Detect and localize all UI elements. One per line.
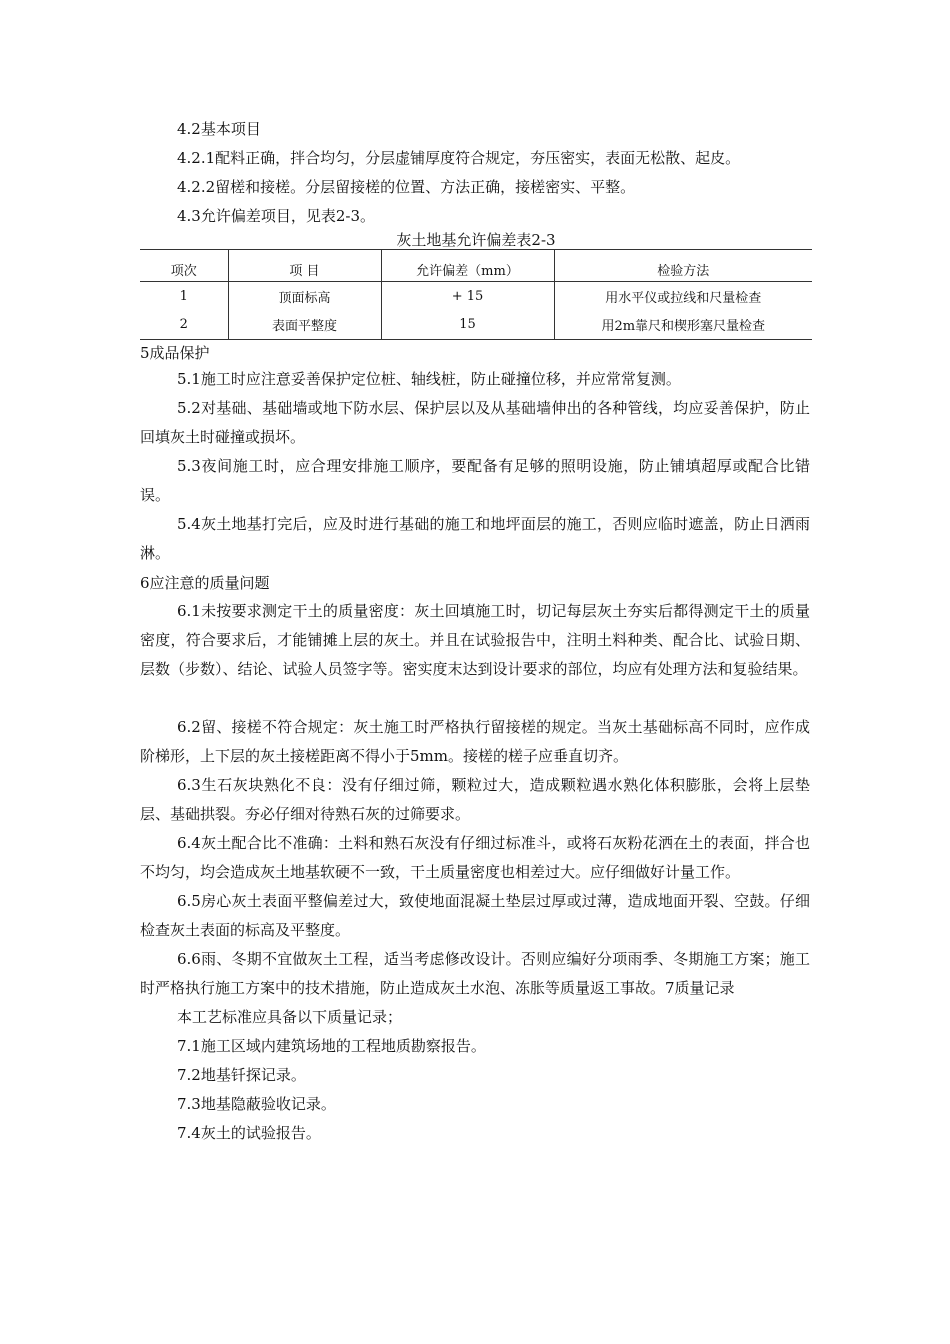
table-cell: 用水平仪或拉线和尺量检查 xyxy=(605,290,762,306)
table-cell: 表面平整度 xyxy=(228,311,381,340)
section-7-intro: 本工艺标准应具备以下质量记录； xyxy=(177,1008,403,1026)
deviation-table xyxy=(140,249,812,340)
paragraph-7-3: 7.3地基隐蔽验收记录。 xyxy=(177,1095,336,1113)
paragraph-5-3: 5.3夜间施工时，应合理安排施工顺序，要配备有足够的照明设施，防止铺填超厚或配合比错误。 xyxy=(140,457,810,504)
table-cell: + 15 xyxy=(381,282,554,311)
paragraph-7-1: 7.1施工区域内建筑场地的工程地质勘察报告。 xyxy=(177,1037,486,1055)
table-row xyxy=(140,282,812,311)
table-header-cell: 项 目 xyxy=(228,250,381,282)
section-5-heading: 5成品保护 xyxy=(140,344,210,362)
table-header-cell: 项次 xyxy=(140,250,228,282)
paragraph-6-1: 6.1未按要求测定干土的质量密度：灰土回填施工时，切记每层灰土夯实后都得测定干土的质量密度，符合要求后，才能铺摊上层的灰土。并且在试验报告中，注明土料种类、配合比、试验日期、层数（步数）、结论、试验人员签字等。密实度末达到设计要求的部位，均应有处理方法和复验结果。 xyxy=(140,602,810,678)
paragraph-4-3: 4.3允许偏差项目，见表2-3。 xyxy=(177,207,376,225)
paragraph-6-6: 6.6雨、冬期不宜做灰土工程，适当考虑修改设计。否则应编好分项雨季、冬期施工方案；施工时严格执行施工方案中的技术措施，防止造成灰土水泡、冻胀等质量返工事故。7质量记录 xyxy=(140,950,810,997)
table-header-cell: 检验方法 xyxy=(554,250,812,282)
paragraph-5-2: 5.2对基础、基础墙或地下防水层、保护层以及从基础墙伸出的各种管线，均应妥善保护，防止回填灰土时碰撞或损坏。 xyxy=(140,399,810,446)
paragraph-6-5: 6.5房心灰土表面平整偏差过大，致使地面混凝土垫层过厚或过薄，造成地面开裂、空鼓。仔细检查灰土表面的标高及平整度。 xyxy=(140,892,810,939)
paragraph-5-1: 5.1施工时应注意妥善保护定位桩、轴线桩，防止碰撞位移，并应常常复测。 xyxy=(177,370,681,388)
paragraph-6-2: 6.2留、接槎不符合规定：灰土施工时严格执行留接槎的规定。当灰土基础标高不同时，应作成阶梯形，上下层的灰土接槎距离不得小于5mm。接槎的槎子应垂直切齐。 xyxy=(140,718,810,765)
paragraph-4-2-2: 4.2.2留槎和接槎。分层留接槎的位置、方法正确，接槎密实、平整。 xyxy=(177,178,636,196)
table-cell: 2 xyxy=(140,311,228,340)
section-6-heading: 6应注意的质量问题 xyxy=(140,574,270,592)
paragraph-6-3: 6.3生石灰块熟化不良：没有仔细过筛，颗粒过大，造成颗粒遇水熟化体积膨胀，会将上层垫层、基础拱裂。夯必仔细对待熟石灰的过筛要求。 xyxy=(140,776,810,823)
table-cell: 1 xyxy=(140,282,228,311)
paragraph-7-4: 7.4灰土的试验报告。 xyxy=(177,1124,321,1142)
table-header-cell: 允许偏差（mm） xyxy=(381,250,554,282)
table-cell: 15 xyxy=(381,311,554,340)
table-header-row xyxy=(140,250,812,282)
table-cell: 顶面标高 xyxy=(228,282,381,311)
section-4-2-heading: 4.2基本项目 xyxy=(177,120,261,138)
paragraph-6-4: 6.4灰土配合比不准确：土料和熟石灰没有仔细过标准斗，或将石灰粉花洒在土的表面，拌合也不均匀，均会造成灰土地基软硬不一致，干土质量密度也相差过大。应仔细做好计量工作。 xyxy=(140,834,810,881)
paragraph-4-2-1: 4.2.1配料正确，拌合均匀，分层虚铺厚度符合规定，夯压密实，表面无松散、起皮。 xyxy=(177,149,741,167)
paragraph-5-4: 5.4灰土地基打完后，应及时进行基础的施工和地坪面层的施工，否则应临时遮盖，防止日洒雨淋。 xyxy=(140,515,810,562)
table-cell: 用2m靠尺和楔形塞尺量检查 xyxy=(554,311,812,340)
paragraph-7-2: 7.2地基钎探记录。 xyxy=(177,1066,306,1084)
table-row xyxy=(140,311,812,340)
table-title: 灰土地基允许偏差表2-3 xyxy=(396,231,556,249)
